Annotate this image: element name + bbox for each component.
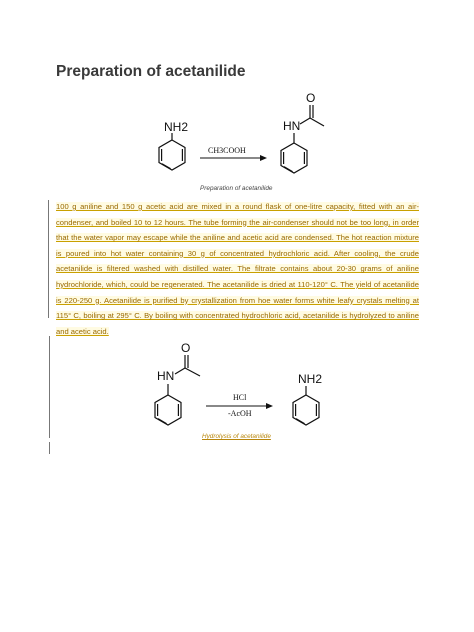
reaction-scheme-2 bbox=[148, 340, 348, 440]
procedure-text[interactable]: 100 g aniline and 150 g acetic acid are mixed in a round flask of one-litre capacity, fitted with an air-condenser, and boiled 10 to 12 hours. The tube forming the air-condenser should not be too long, in order that the water vapor may escape while the aniline and acetic acid are condensed. The hot reaction mixture is poured into hot water containing 30 g of concentrated hydrochloric acid. After cooling, the crude acetanilide is filtered washed with distilled water. The filtrate contains about 20-30 grams of aniline hydrochloride, which, could be regenerated. The acetanilide is dried at 110-120° C. The yield of acetanilide is 220-250 g. Acetanilide is purified by crystallization from hoe water forms white leafy crystals melting at 115° C, boiling at 295° C. By boiling with concentrated hydrochloric acid, acetanilide is hydrolyzed to aniline and acetic acid. bbox=[56, 202, 419, 336]
reagent-label-top: HCl bbox=[233, 393, 247, 402]
aniline-nh2-label: NH2 bbox=[164, 120, 189, 134]
arrow-head-2 bbox=[266, 403, 273, 409]
scheme-preparation bbox=[140, 88, 360, 188]
margin-bar-1 bbox=[48, 200, 49, 318]
procedure-paragraph[interactable] bbox=[56, 199, 419, 339]
acetanilide-o-label-2: O bbox=[181, 341, 191, 355]
acetanilide-o-label: O bbox=[306, 91, 316, 105]
acetanilide-ring-2 bbox=[155, 355, 200, 425]
acetanilide-ring bbox=[281, 105, 324, 173]
scheme-hydrolysis bbox=[148, 340, 348, 440]
arrow-head-1 bbox=[260, 155, 267, 161]
margin-bar-3 bbox=[49, 442, 50, 454]
aniline-nh2-label-2: NH2 bbox=[298, 372, 323, 386]
caption-preparation: Preparation of acetanilide bbox=[200, 185, 273, 192]
acetanilide-nh-label: HN bbox=[283, 119, 301, 133]
reagent-label-bottom: -AcOH bbox=[228, 409, 252, 418]
margin-bar-2 bbox=[49, 336, 50, 438]
aniline-ring bbox=[159, 133, 185, 170]
aniline-ring-2 bbox=[293, 386, 319, 425]
page-title: Preparation of acetanilide bbox=[56, 63, 246, 80]
reagent-label-1: CH3COOH bbox=[208, 146, 246, 155]
reaction-scheme-1 bbox=[140, 88, 360, 188]
acetanilide-nh-label-2: HN bbox=[157, 369, 175, 383]
caption-hydrolysis[interactable]: Hydrolysis of acetanilide bbox=[202, 433, 271, 440]
